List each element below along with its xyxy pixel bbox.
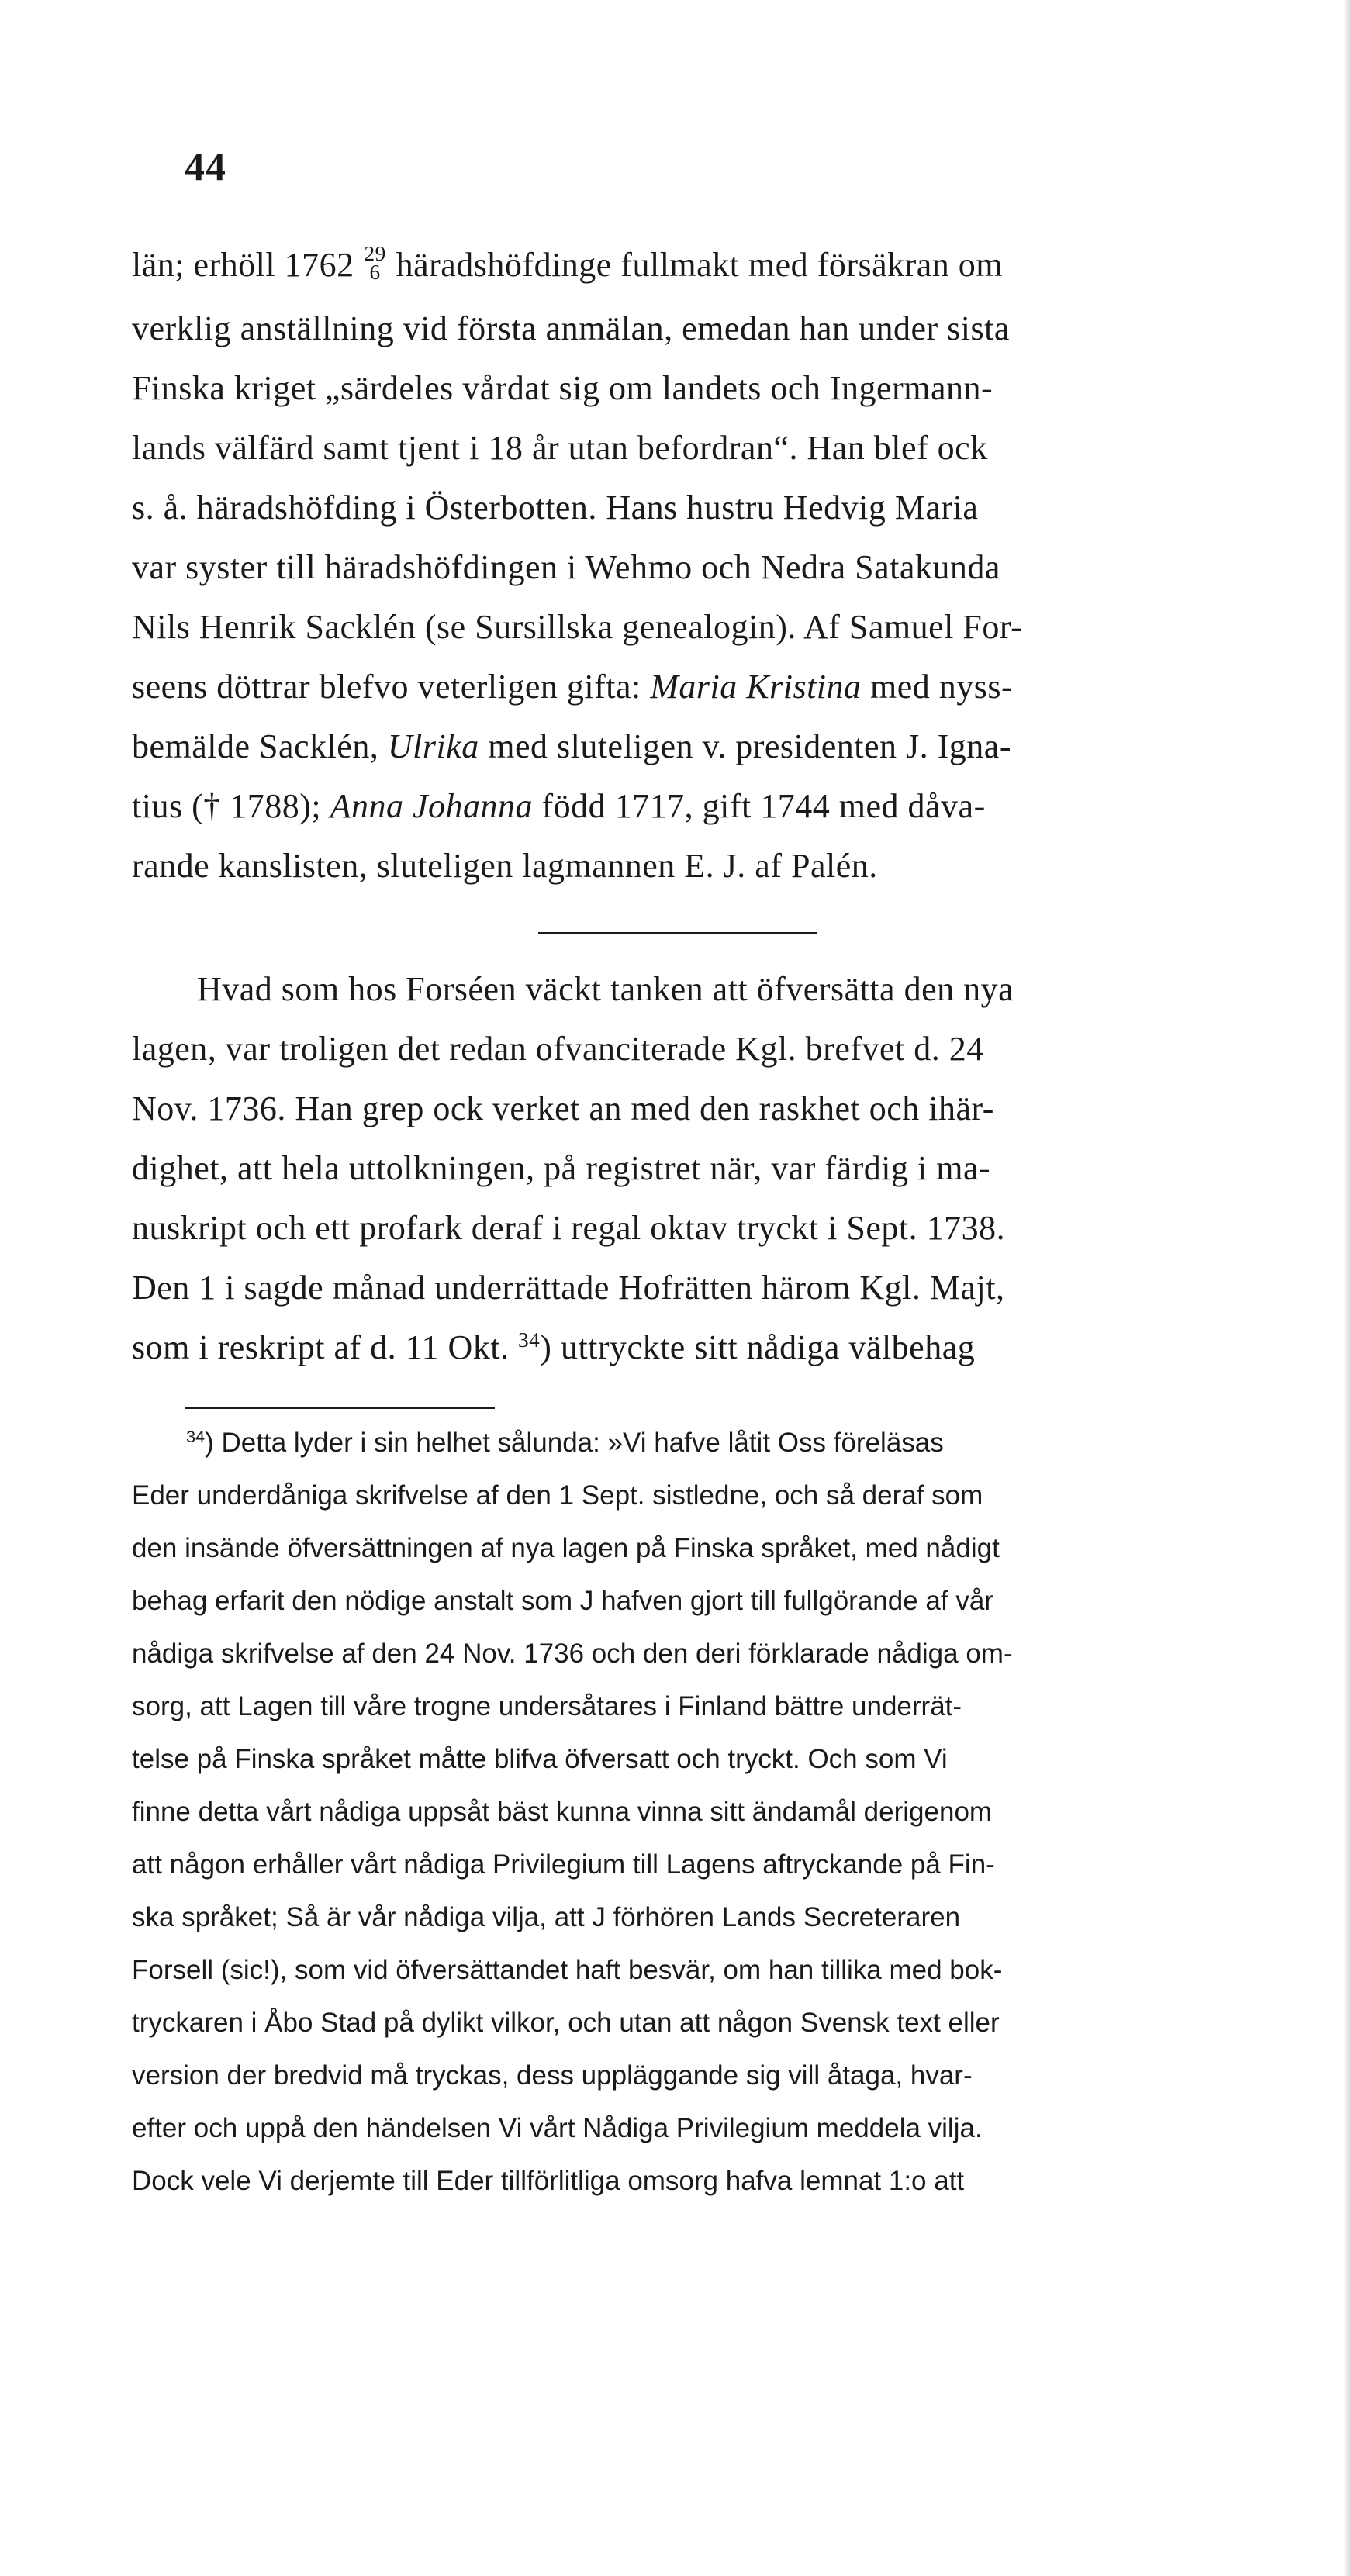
footnote-line: version der bredvid må tryckas, dess uppläggande sig vill åtaga, hvar-: [132, 2060, 973, 2091]
text-segment: ) uttryckte sitt nådiga välbehag: [540, 1328, 976, 1366]
text-segment: ) Detta lyder i sin helhet sålunda: »Vi hafve låtit Oss föreläsas: [205, 1428, 944, 1458]
name-anna-johanna: Anna Johanna: [330, 787, 534, 825]
text-segment: född 1717, gift 1744 med dåva-: [541, 787, 986, 825]
text-line: [132, 725, 1011, 768]
text-line: [132, 665, 1013, 709]
text-line: nuskript och ett profark deraf i regal oktav tryckt i Sept. 1738.: [132, 1209, 1006, 1247]
text-segment: seens döttrar blefvo veterligen gifta:: [132, 668, 641, 706]
name-ulrika: Ulrika: [387, 727, 479, 765]
date-fraction: [364, 241, 386, 285]
footnote-line: telse på Finska språket måtte blifva öfversatt och tryckt. Och som Vi: [132, 1744, 948, 1774]
footnote-divider: [185, 1407, 495, 1409]
text-line: Finska kriget „särdeles vårdat sig om landets och Ingermann-: [132, 369, 993, 407]
footnote-line: Forsell (sic!), som vid öfversättandet haft besvär, om han tillika med bok-: [132, 1955, 1003, 1985]
text-line: [132, 1326, 975, 1373]
footnote-line: Dock vele Vi derjemte till Eder tillförlitliga omsorg hafva lemnat 1:o att: [132, 2166, 965, 2196]
text-line: Hvad som hos Forséen väckt tanken att öfversätta den nya: [197, 970, 1014, 1008]
text-segment: med sluteligen v. presidenten J. Igna-: [488, 727, 1011, 765]
footnote-line: ska språket; Så är vår nådiga vilja, att J förhören Lands Secreteraren: [132, 1902, 961, 1932]
footnote-marker: 34: [186, 1427, 206, 1447]
footnote-line: behag erfarit den nödige anstalt som J hafven gjort till fullgörande af vår: [132, 1586, 993, 1616]
footnote-line: nådiga skrifvelse af den 24 Nov. 1736 och den deri förklarade nådiga om-: [132, 1638, 1013, 1669]
footnote-line: [186, 1424, 944, 1466]
text-line: Nils Henrik Sacklén (se Sursillska genealogin). Af Samuel For-: [132, 608, 1023, 646]
text-line: [132, 785, 986, 828]
footnote-reference: 34: [518, 1328, 541, 1352]
text-segment: bemälde Sacklén,: [132, 727, 379, 765]
text-line: rande kanslisten, sluteligen lagmannen E. J. af Palén.: [132, 847, 878, 885]
text-line: dighet, att hela uttolkningen, på registret när, var färdig i ma-: [132, 1149, 991, 1187]
text-segment: län; erhöll 1762: [132, 246, 354, 284]
section-divider: [538, 932, 817, 934]
footnote-line: sorg, att Lagen till våre trogne undersåtares i Finland bättre underrät-: [132, 1691, 962, 1721]
page-number: 44: [185, 145, 226, 189]
page-edge-shadow: [1343, 0, 1351, 2576]
text-line: Den 1 i sagde månad underrättade Hofrätten härom Kgl. Majt,: [132, 1269, 1005, 1307]
text-line: var syster till häradshöfdingen i Wehmo och Nedra Satakunda: [132, 548, 1000, 586]
name-maria-kristina: Maria Kristina: [650, 668, 862, 706]
footnote-line: att någon erhåller vårt nådiga Privilegium till Lagens aftryckande på Fin-: [132, 1849, 995, 1880]
text-line: [132, 243, 1003, 287]
text-segment: häradshöfdinge fullmakt med försäkran om: [396, 246, 1004, 284]
text-segment: tius († 1788);: [132, 787, 322, 825]
footnote-line: efter och uppå den händelsen Vi vårt Nådiga Privilegium meddela vilja.: [132, 2113, 983, 2143]
footnote-line: finne detta vårt nådiga uppsåt bäst kunna vinna sitt ändamål derigenom: [132, 1797, 993, 1827]
text-segment: med nyss-: [870, 668, 1014, 706]
fraction-denominator: 6: [369, 261, 381, 285]
text-line: Nov. 1736. Han grep ock verket an med den raskhet och ihär-: [132, 1089, 994, 1127]
text-line: lands välfärd samt tjent i 18 år utan befordran“. Han blef ock: [132, 429, 988, 467]
text-line: lagen, var troligen det redan ofvanciterade Kgl. brefvet d. 24: [132, 1030, 984, 1068]
fraction-numerator: 29: [364, 241, 386, 265]
footnote-line: tryckaren i Åbo Stad på dylikt vilkor, och utan att någon Svensk text eller: [132, 2008, 1000, 2038]
text-line: s. å. häradshöfding i Österbotten. Hans hustru Hedvig Maria: [132, 489, 979, 527]
text-line: verklig anställning vid första anmälan, emedan han under sista: [132, 309, 1010, 347]
text-segment: som i reskript af d. 11 Okt.: [132, 1328, 510, 1366]
footnote-line: Eder underdåniga skrifvelse af den 1 Sept. sistledne, och så deraf som: [132, 1480, 983, 1511]
footnote-line: den insände öfversättningen af nya lagen på Finska språket, med nådigt: [132, 1533, 1000, 1563]
